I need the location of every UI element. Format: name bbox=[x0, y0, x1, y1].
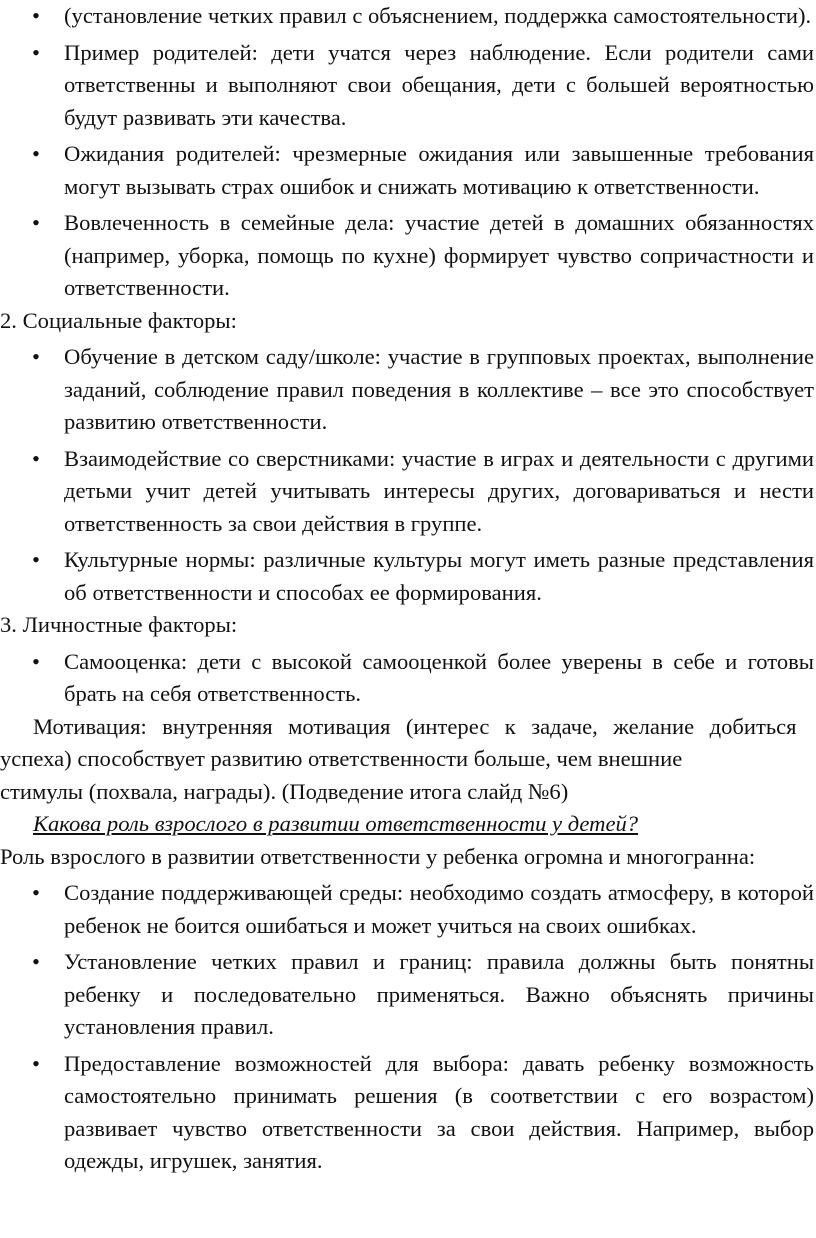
list-item: • Самооценка: дети с высокой самооценкой более уверены в себе и готовы брать на себя ответственность. bbox=[64, 646, 814, 711]
list-item: • Ожидания родителей: чрезмерные ожидания или завышенные требования могут вызывать страх ошибок и снижать мотивацию к ответственности. bbox=[64, 138, 814, 203]
intro-paragraph: Роль взрослого в развитии ответственности у ребенка огромна и многогранна: bbox=[0, 843, 756, 869]
paragraph-line: стимулы (похвала, награды). (Подведение итога слайд №6) bbox=[0, 778, 569, 804]
list-item: • Предоставление возможностей для выбора: давать ребенку возможность самостоятельно принимать решения (в соответствии с его возрастом) развивает чувство ответственности за свои действия. Например, выбор одежды, игрушек, занятия. bbox=[64, 1048, 814, 1178]
list-item: • Обучение в детском саду/школе: участие в групповых проектах, выполнение заданий, соблюдение правил поведения в коллективе – все это способствует развитию ответственности. bbox=[64, 341, 814, 439]
list-item: • Культурные нормы: различные культуры могут иметь разные представления об ответственности и способах ее формирования. bbox=[64, 544, 814, 609]
section-heading-social: 2. Социальные факторы: bbox=[0, 307, 237, 333]
list-item: • Вовлеченность в семейные дела: участие детей в домашних обязанностях (например, уборка, помощь по кухне) формирует чувство сопричастности и ответственности. bbox=[64, 207, 814, 305]
list-item: • (установление четких правил с объяснением, поддержка самостоятельности). bbox=[64, 0, 814, 33]
question-heading: Какова роль взрослого в развитии ответственности у детей? bbox=[33, 811, 639, 836]
list-item: • Создание поддерживающей среды: необходимо создать атмосферу, в которой ребенок не боится ошибаться и может учиться на своих ошибках. bbox=[64, 877, 814, 942]
motivation-paragraph bbox=[0, 711, 816, 809]
section-heading-personal: 3. Личностные факторы: bbox=[0, 612, 238, 637]
list-item: • Пример родителей: дети учатся через наблюдение. Если родители сами ответственны и выполняют свои обещания, дети с большей вероятностью будут развивать эти качества. bbox=[64, 37, 814, 135]
list-item: • Установление четких правил и границ: правила должны быть понятны ребенку и последовательно применяться. Важно объяснять причины установления правил. bbox=[64, 946, 814, 1044]
paragraph-line: успеха) способствует развитию ответственности больше, чем внешние bbox=[0, 746, 683, 771]
paragraph-line: Мотивация: внутренняя мотивация (интерес к задаче, желание добиться bbox=[33, 713, 797, 739]
list-item: • Взаимодействие со сверстниками: участие в играх и деятельности с другими детьми учит детей учитывать интересы других, договариваться и нести ответственность за свои действия в группе. bbox=[64, 443, 814, 541]
